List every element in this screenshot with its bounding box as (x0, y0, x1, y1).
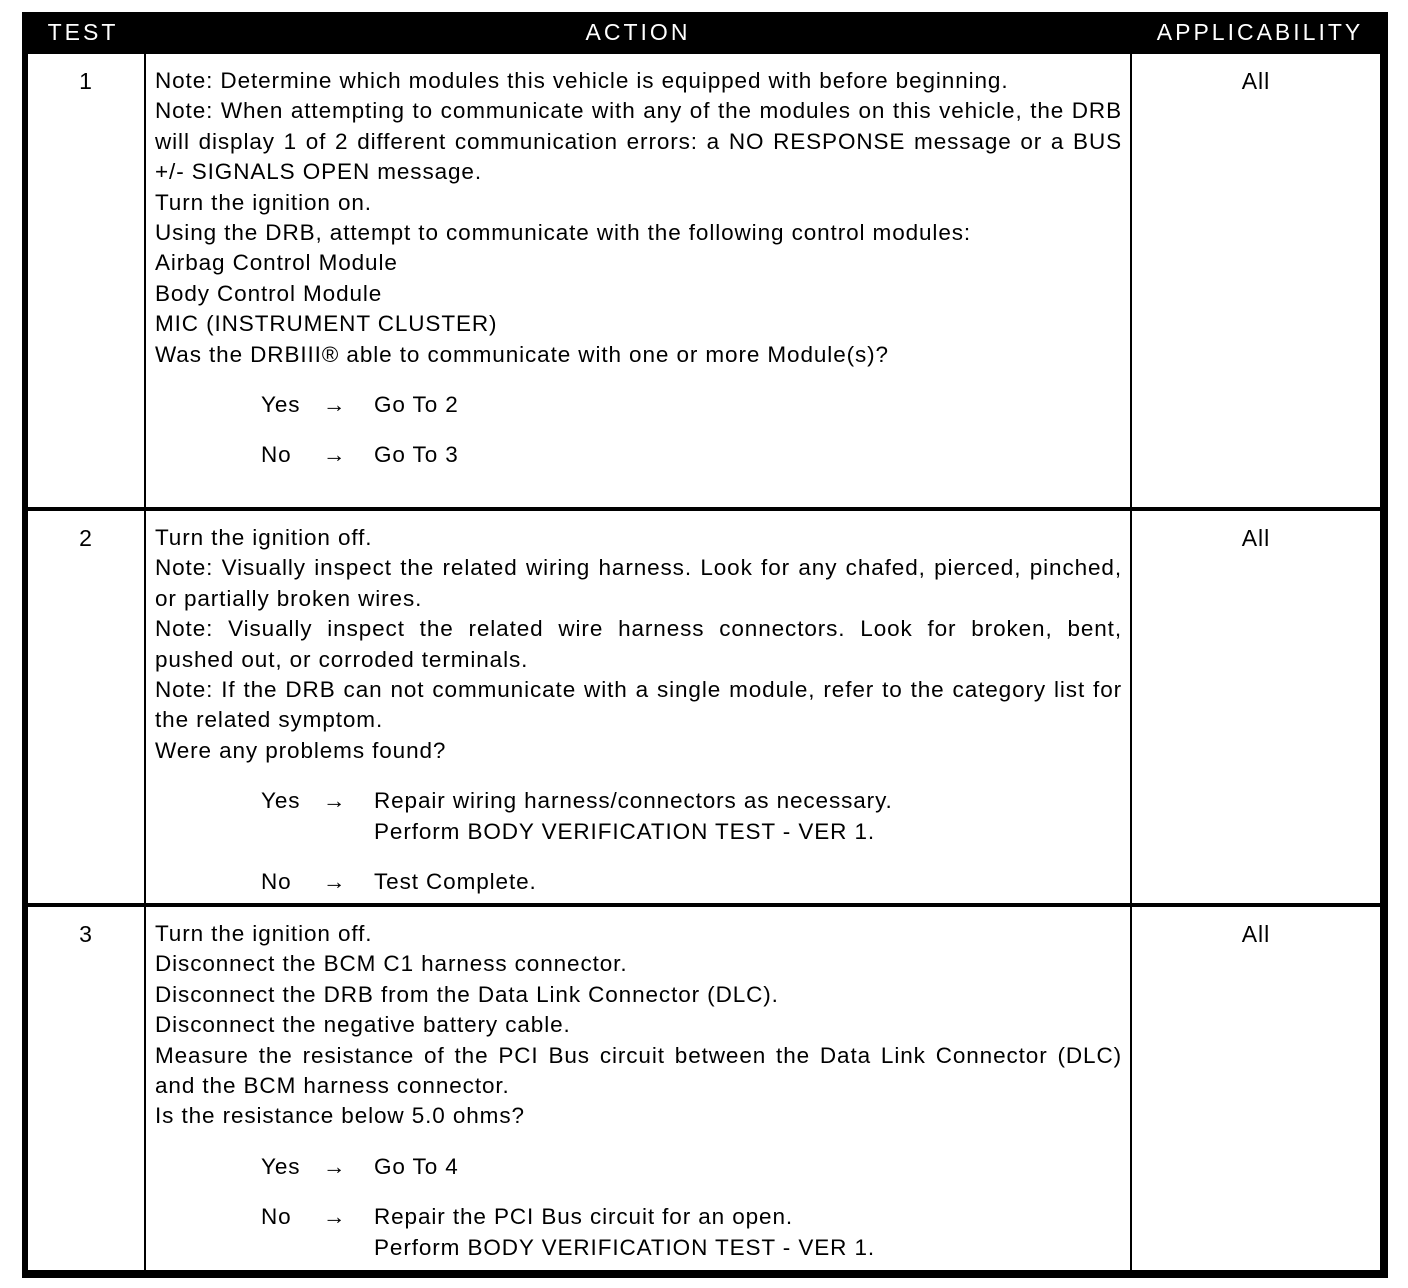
no-label: No (261, 1204, 292, 1230)
yes-branch (261, 786, 1122, 847)
yes-label: Yes (261, 1153, 301, 1179)
action-line: Is the resistance below 5.0 ohms? (155, 1103, 525, 1129)
arrow-icon: → (323, 1204, 347, 1230)
action-line: Disconnect the DRB from the Data Link Connector (DLC). (155, 981, 779, 1007)
action-line: Disconnect the negative battery cable. (155, 1012, 571, 1038)
no-result: Go To 3 (374, 442, 459, 468)
action-line: Note: Visually inspect the related wiring harness. Look for any chafed, pierced, pinched, or partially broken wires. (155, 555, 1122, 611)
applicability-3: All (1132, 907, 1380, 1270)
test-number-2: 2 (28, 511, 144, 903)
action-line: MIC (INSTRUMENT CLUSTER) (155, 311, 498, 337)
header-action: ACTION (585, 18, 691, 45)
action-line: Body Control Module (155, 280, 383, 306)
arrow-icon: → (323, 869, 347, 895)
action-cell-1 (146, 54, 1130, 507)
action-line: Turn the ignition off. (155, 525, 373, 550)
no-label: No (261, 869, 292, 895)
test-number-3: 3 (28, 907, 144, 1270)
no-branch (261, 440, 1122, 470)
action-line: Turn the ignition off. (155, 921, 373, 946)
yes-branch (261, 390, 1122, 420)
arrow-icon: → (323, 442, 347, 468)
yes-result: Go To 4 (374, 1153, 459, 1179)
header-test: TEST (47, 18, 119, 45)
action-line: Airbag Control Module (155, 250, 398, 276)
yes-result: Go To 2 (374, 392, 459, 418)
action-line: Note: If the DRB can not communicate with a single module, refer to the category list for the related symptom. (155, 677, 1122, 733)
yes-result: Repair wiring harness/connectors as necessary. Perform BODY VERIFICATION TEST - VER 1. (374, 788, 893, 844)
action-line: Were any problems found? (155, 737, 447, 763)
action-line: Using the DRB, attempt to communicate with the following control modules: (155, 220, 972, 246)
applicability-2: All (1132, 511, 1380, 903)
test-table (22, 12, 1388, 1278)
no-result: Test Complete. (374, 869, 537, 895)
action-cell-3 (146, 907, 1130, 1270)
header-applicability: APPLICABILITY (1156, 18, 1364, 45)
test-number-1: 1 (28, 54, 144, 507)
no-branch (261, 1202, 1122, 1263)
action-line: Was the DRBIII® able to communicate with one or more Module(s)? (155, 341, 889, 367)
no-branch (261, 867, 1122, 897)
yes-branch (261, 1152, 1122, 1182)
arrow-icon: → (323, 788, 347, 814)
action-line: Measure the resistance of the PCI Bus circuit between the Data Link Connector (DLC) and the BCM harness connector. (155, 1042, 1122, 1099)
action-line: Disconnect the BCM C1 harness connector. (155, 951, 628, 977)
action-line: Note: Determine which modules this vehicle is equipped with before beginning. (155, 68, 1009, 93)
arrow-icon: → (323, 1153, 347, 1179)
action-line: Note: Visually inspect the related wire harness connectors. Look for broken, bent, pushed out, or corroded terminals. (155, 616, 1122, 672)
yes-label: Yes (261, 788, 301, 814)
yes-label: Yes (261, 392, 301, 418)
action-line: Turn the ignition on. (155, 189, 372, 215)
applicability-1: All (1132, 54, 1380, 507)
action-cell-2 (146, 511, 1130, 903)
arrow-icon: → (323, 392, 347, 418)
no-result: Repair the PCI Bus circuit for an open. Perform BODY VERIFICATION TEST - VER 1. (374, 1204, 876, 1260)
action-line: Note: When attempting to communicate with any of the modules on this vehicle, the DRB will display 1 of 2 different communication errors: a NO RESPONSE message or a BUS +/- SIGNALS OPEN message. (155, 98, 1122, 185)
no-label: No (261, 442, 292, 468)
